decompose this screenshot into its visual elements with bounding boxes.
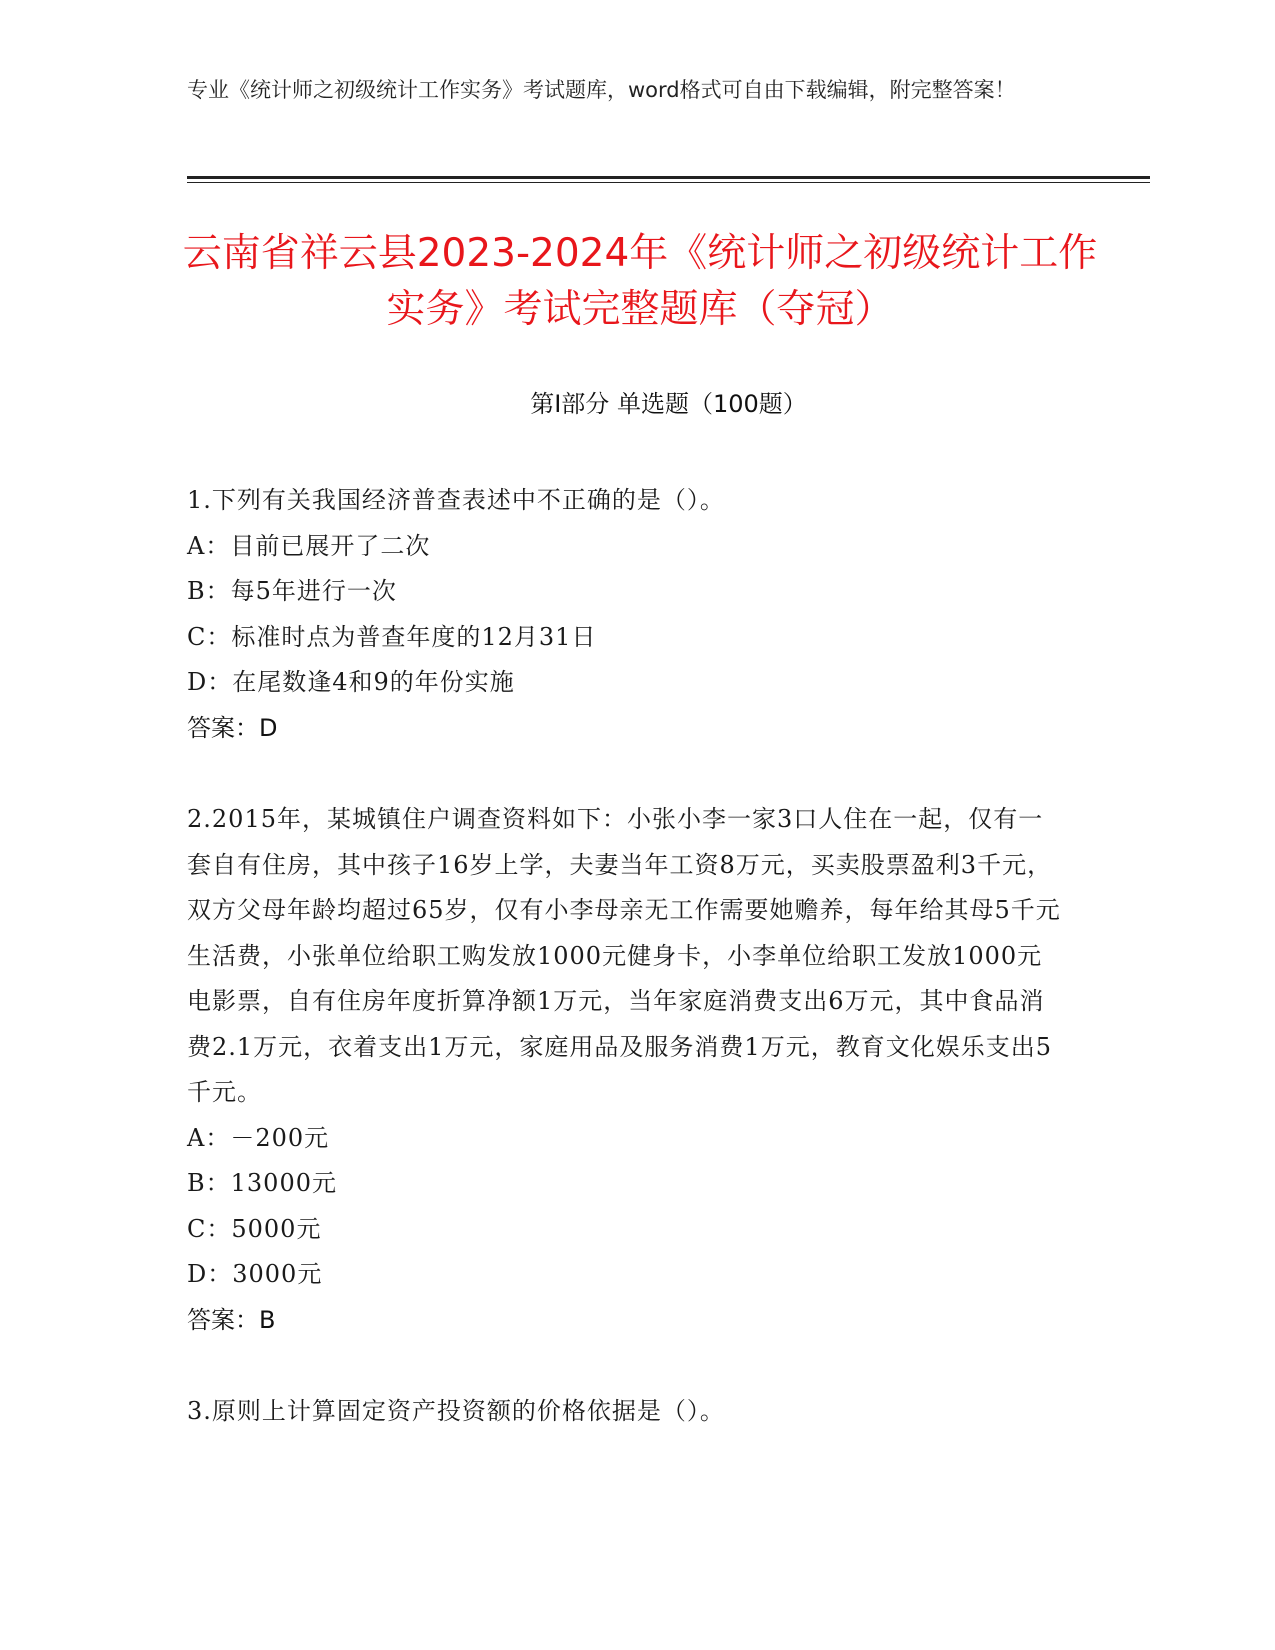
question-stem: 2.2015年，某城镇住户调查资料如下：小张小李一家3口人住在一起，仅有一套自有住房，其中孩子16岁上学，夫妻当年工资8万元，买卖股票盈利3千元，双方父母年龄均超过65岁，仅有小李母亲无工作需要她赡养，每年给其母5千元生活费，小张单位给职工购发放1000元健身卡，小李单位给职工发放1000元电影票，自有住房年度折算净额1万元，当年家庭消费支出6万元，其中食品消费2.1万元，衣着支出1万元，家庭用品及服务消费1万元，教育文化娱乐支出5千元。 <box>187 805 1061 1106</box>
option-d: D：在尾数逢4和9的年份实施 <box>187 668 515 696</box>
option-b: B：每5年进行一次 <box>187 577 397 605</box>
question-2 <box>187 797 1067 1343</box>
section-title: 第Ⅰ部分 单选题（100题） <box>530 390 807 418</box>
question-stem: 1.下列有关我国经济普查表述中不正确的是（）。 <box>187 486 725 514</box>
option-a: A：目前已展开了二次 <box>187 531 431 560</box>
question-1 <box>187 478 1067 751</box>
answer: 答案：B <box>187 1305 276 1334</box>
option-d: D：3000元 <box>187 1260 323 1288</box>
question-3 <box>187 1389 1067 1435</box>
question-stem: 3.原则上计算固定资产投资额的价格依据是（）。 <box>187 1397 725 1425</box>
option-b: B：13000元 <box>187 1169 337 1197</box>
header-divider-thick <box>187 176 1150 179</box>
header-note: 专业《统计师之初级统计工作实务》考试题库，word格式可自由下载编辑，附完整答案！ <box>187 78 1016 102</box>
answer: 答案：D <box>187 713 278 742</box>
option-a: A：－200元 <box>187 1123 330 1152</box>
question-list <box>187 478 1067 1481</box>
document-title: 云南省祥云县2023-2024年《统计师之初级统计工作实务》考试完整题库（夺冠） <box>182 231 1098 332</box>
header-divider-thin <box>187 182 1150 183</box>
option-c: C：标准时点为普查年度的12月31日 <box>187 622 597 651</box>
option-c: C：5000元 <box>187 1214 322 1243</box>
